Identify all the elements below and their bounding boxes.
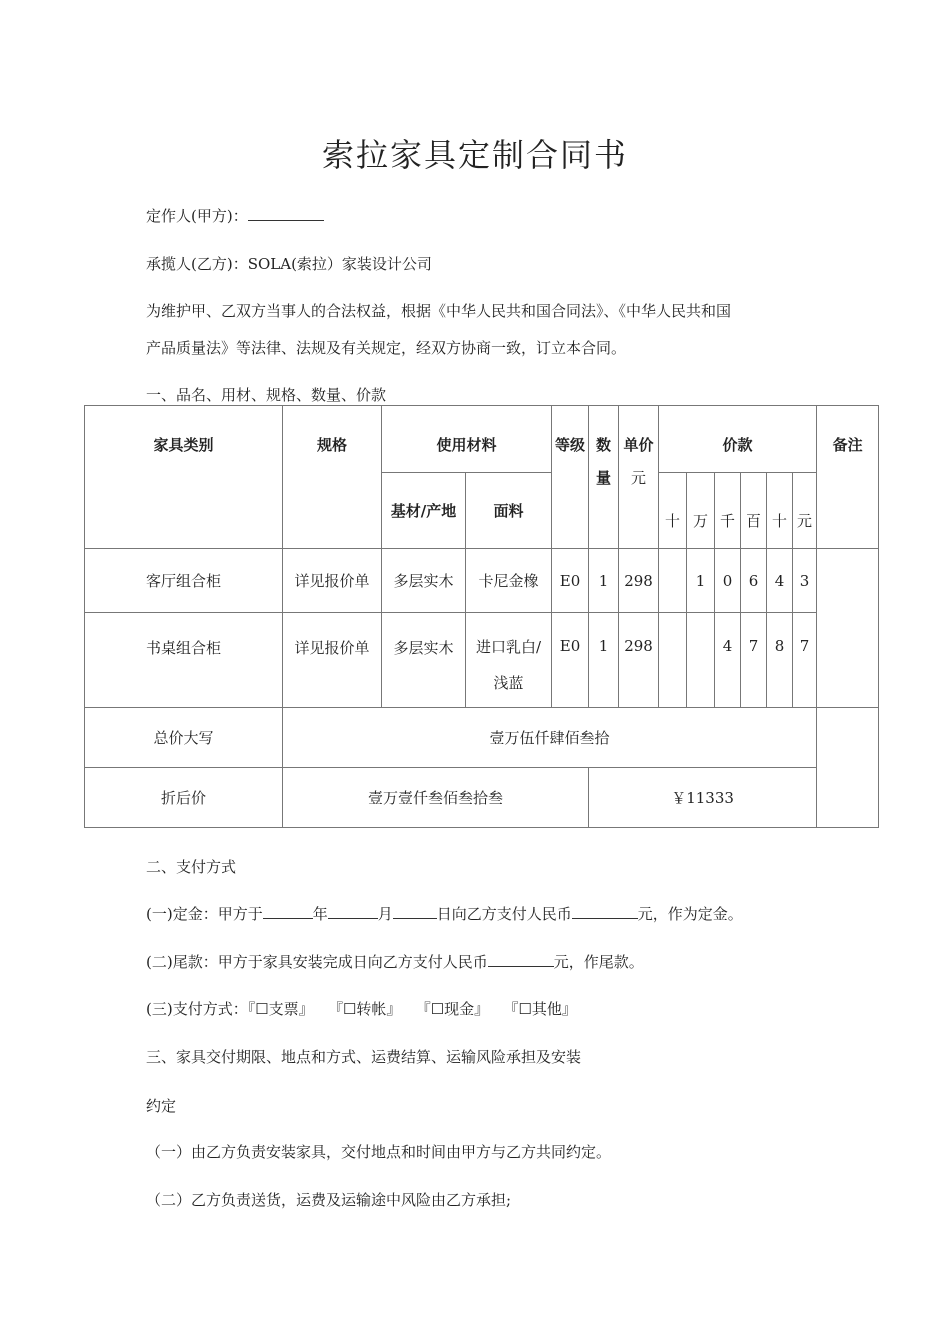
row-digit	[659, 549, 687, 613]
deposit-prefix: (一)定金：甲方于	[146, 905, 263, 923]
header-material: 使用材料	[382, 406, 552, 473]
row-base: 多层实木	[382, 613, 466, 708]
row-surface: 卡尼金橡	[466, 549, 552, 613]
section-3-title: 三、家具交付期限、地点和方式、运费结算、运输风险承担及安装	[146, 1048, 582, 1066]
header-digit-wan: 万	[687, 473, 715, 549]
header-remark: 备注	[817, 406, 879, 549]
row-spec: 详见报价单	[283, 549, 382, 613]
discount-label: 折后价	[85, 768, 283, 828]
delivery-item-1: （一）由乙方负责安装家具，交付地点和时间由甲方与乙方共同约定。	[146, 1143, 612, 1161]
total-value: 壹万伍仟肆佰叁拾	[283, 708, 817, 768]
deposit-year-blank	[263, 904, 313, 919]
deposit-suffix: 元，作为定金。	[637, 905, 743, 923]
row-grade: E0	[552, 549, 589, 613]
header-digit-shi: 十	[767, 473, 793, 549]
deposit-amount-blank	[572, 904, 638, 919]
deposit-year-label: 年	[312, 905, 328, 923]
party-b-line: 承揽人(乙方)：SOLA(索拉）家装设计公司	[146, 255, 432, 273]
header-price: 价款	[659, 406, 817, 473]
row-digit	[687, 613, 715, 708]
document-title: 索拉家具定制合同书	[321, 136, 628, 174]
row-digit: 8	[767, 613, 793, 708]
row-qty: 1	[589, 613, 619, 708]
row-category: 客厅组合柜	[85, 549, 283, 613]
balance-line	[146, 951, 644, 972]
header-unit-price	[619, 406, 659, 549]
payment-method-line: (三)支付方式：『☐支票』 『☐转帐』 『☐现金』 『☐其他』	[146, 1000, 577, 1018]
deposit-month-label: 月	[377, 905, 393, 923]
row-unit-price: 298	[619, 613, 659, 708]
section-1-title: 一、品名、用材、规格、数量、价款	[146, 386, 387, 404]
party-a-line	[146, 205, 324, 226]
row-category: 书桌组合柜	[85, 613, 283, 708]
row-remark	[817, 549, 879, 708]
header-qty-line2: 量	[596, 469, 612, 487]
table-row	[85, 613, 879, 708]
row-surface-line2: 浅蓝	[493, 674, 524, 692]
header-grade: 等级	[552, 406, 589, 549]
header-digit-shi-wan: 十	[659, 473, 687, 549]
row-digit	[659, 613, 687, 708]
section-3-title-cont: 约定	[146, 1097, 177, 1115]
items-table	[84, 405, 879, 828]
total-remark	[817, 708, 879, 828]
party-a-label: 定作人(甲方)：	[146, 207, 248, 225]
delivery-item-2: （二）乙方负责送货，运费及运输途中风险由乙方承担;	[146, 1191, 512, 1209]
deposit-day-label: 日向乙方支付人民币	[436, 905, 572, 923]
table-row	[85, 549, 879, 613]
discount-amount: ￥11333	[589, 768, 817, 828]
intro-line-2: 产品质量法》等法律、法规及有关规定，经双方协商一致，订立本合同。	[146, 339, 627, 357]
balance-suffix: 元，作尾款。	[553, 953, 644, 971]
header-spec: 规格	[283, 406, 382, 549]
balance-amount-blank	[488, 952, 554, 967]
row-spec: 详见报价单	[283, 613, 382, 708]
row-grade: E0	[552, 613, 589, 708]
row-digit: 1	[687, 549, 715, 613]
row-digit: 3	[793, 549, 817, 613]
total-label: 总价大写	[85, 708, 283, 768]
row-base: 多层实木	[382, 549, 466, 613]
row-surface-line1: 进口乳白/	[475, 638, 542, 656]
row-digit: 0	[715, 549, 741, 613]
header-digit-bai: 百	[741, 473, 767, 549]
header-unit-price-line1: 单价	[623, 436, 654, 454]
row-unit-price: 298	[619, 549, 659, 613]
header-qty	[589, 406, 619, 549]
deposit-day-blank	[393, 904, 437, 919]
header-unit-price-line2: 元	[631, 469, 647, 487]
intro-line-1: 为维护甲、乙双方当事人的合法权益，根据《中华人民共和国合同法》、《中华人民共和国	[146, 302, 732, 320]
row-digit: 7	[741, 613, 767, 708]
row-surface	[466, 613, 552, 708]
header-qty-line1: 数	[596, 436, 612, 454]
section-2-title: 二、支付方式	[146, 858, 237, 876]
deposit-line	[146, 903, 743, 924]
row-digit: 4	[715, 613, 741, 708]
row-digit: 4	[767, 549, 793, 613]
row-digit: 7	[793, 613, 817, 708]
header-surface: 面料	[466, 473, 552, 549]
header-base-material: 基材/产地	[382, 473, 466, 549]
discount-words: 壹万壹仟叁佰叁拾叁	[283, 768, 589, 828]
header-digit-yuan: 元	[793, 473, 817, 549]
deposit-month-blank	[328, 904, 378, 919]
balance-prefix: (二)尾款：甲方于家具安装完成日向乙方支付人民币	[146, 953, 488, 971]
party-a-blank	[248, 206, 324, 221]
header-category: 家具类别	[85, 406, 283, 549]
header-digit-qian: 千	[715, 473, 741, 549]
row-qty: 1	[589, 549, 619, 613]
row-digit: 6	[741, 549, 767, 613]
